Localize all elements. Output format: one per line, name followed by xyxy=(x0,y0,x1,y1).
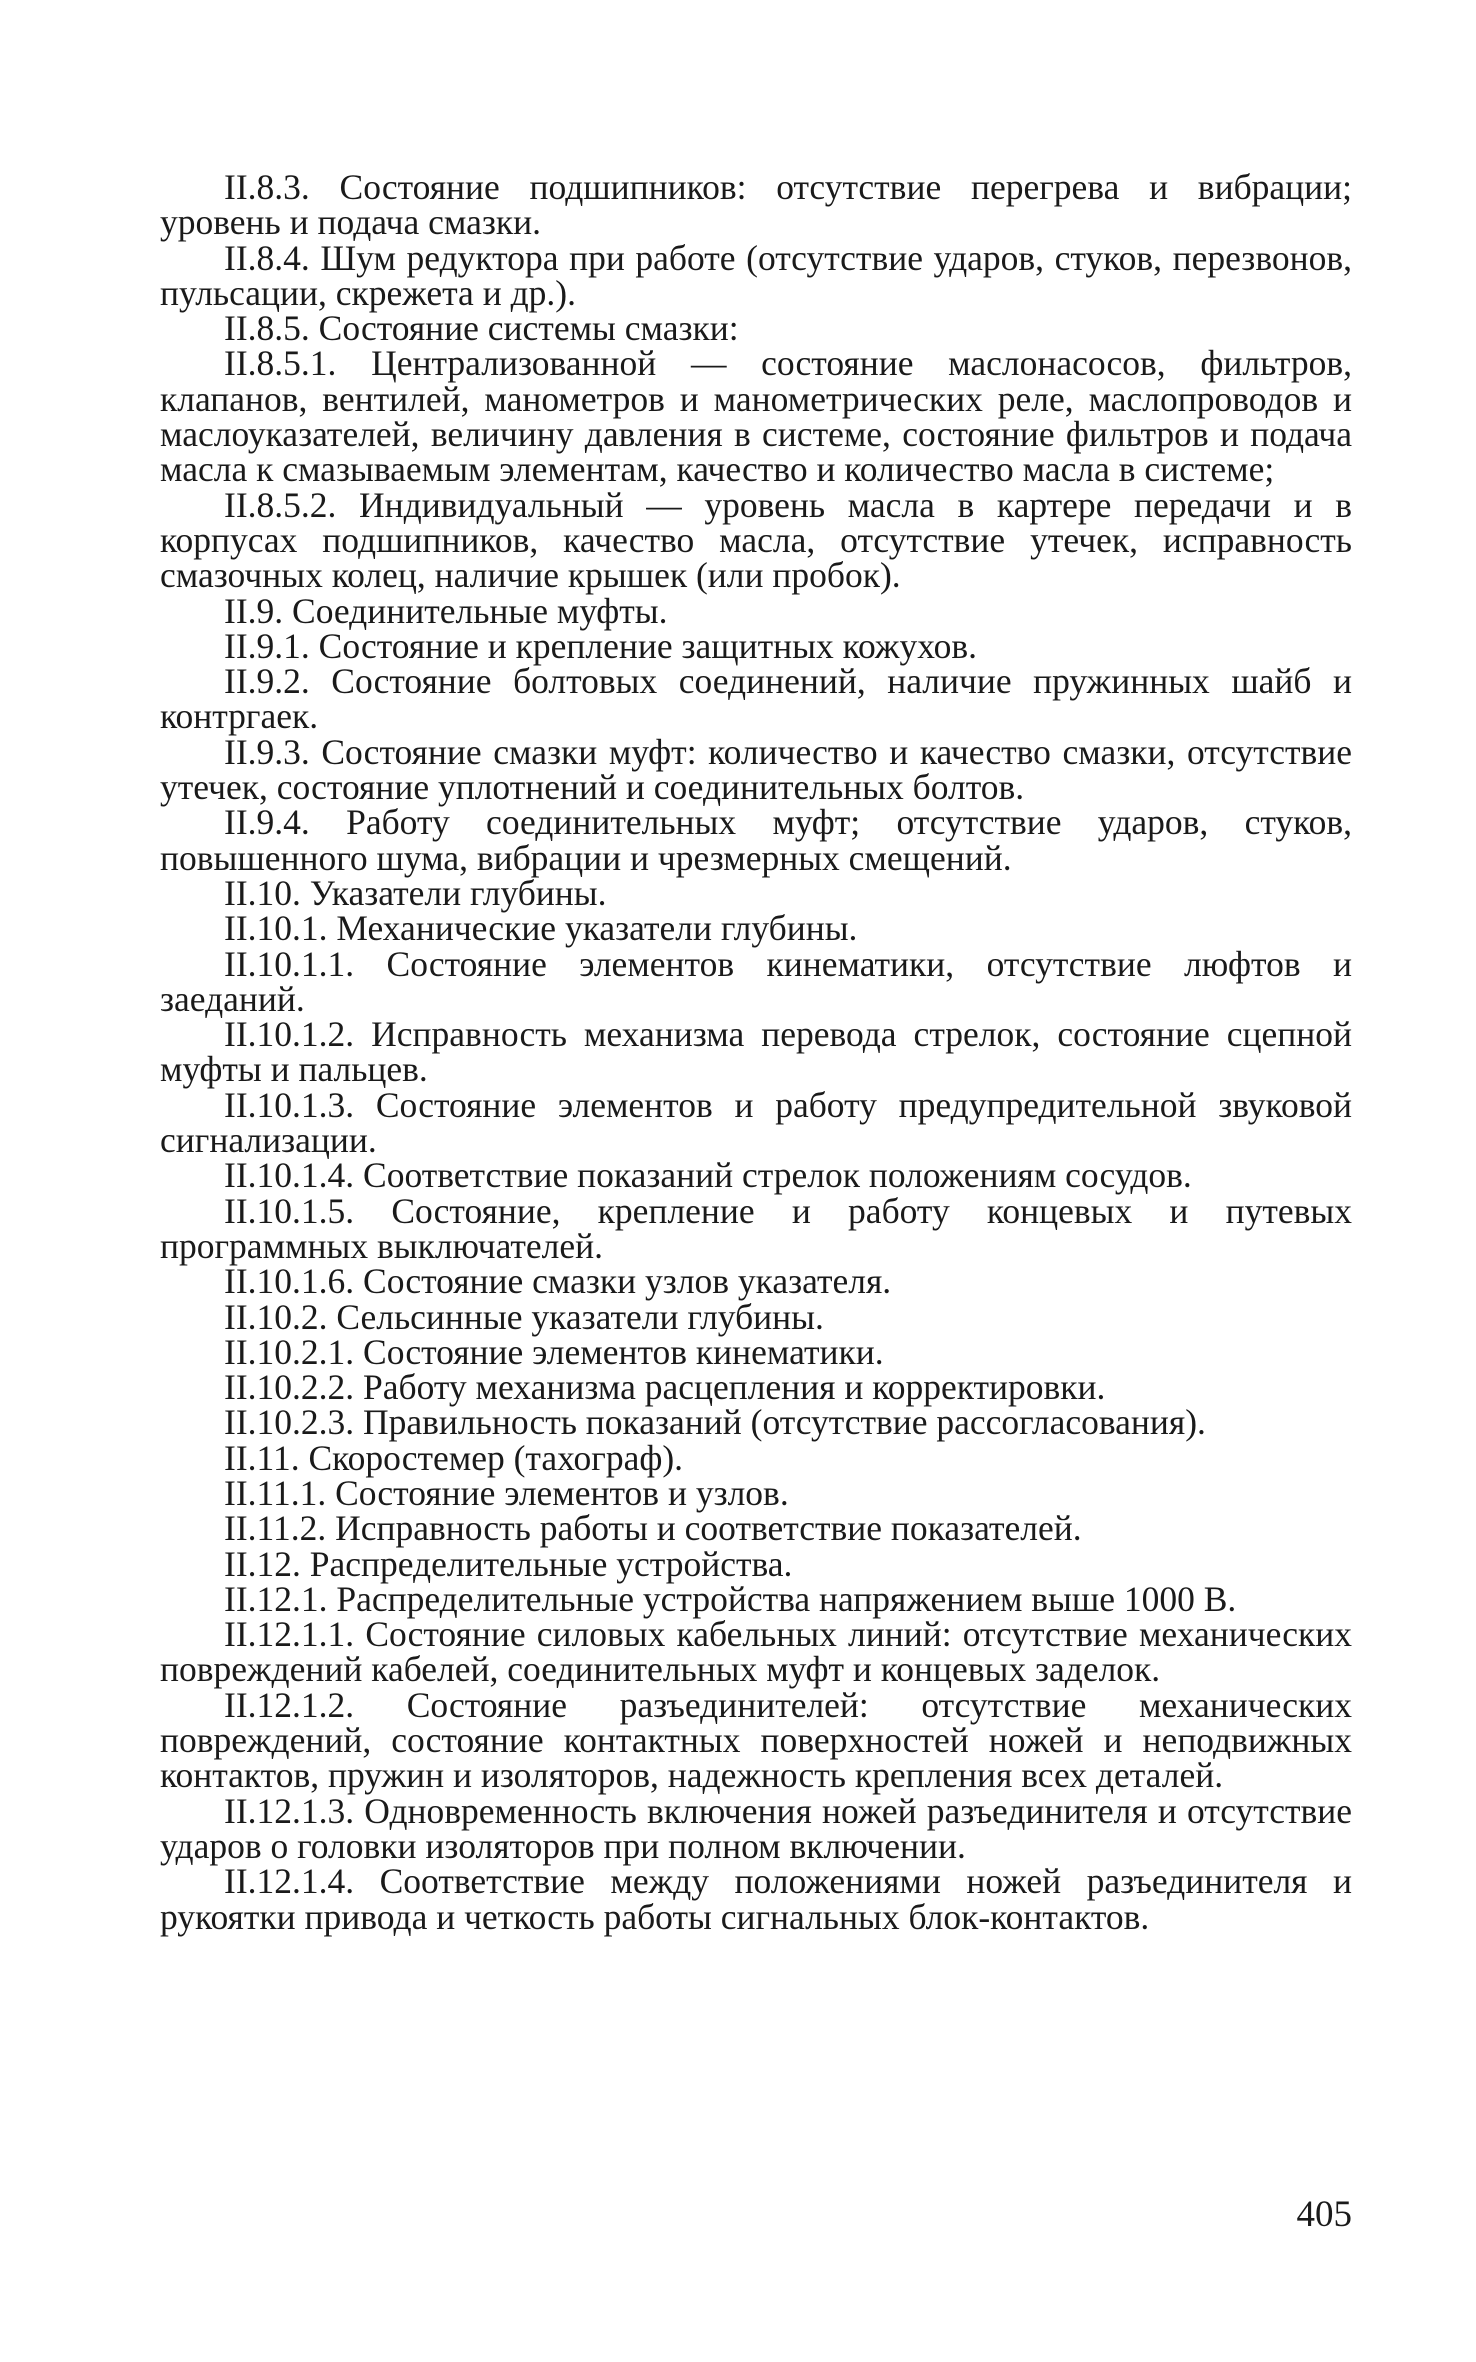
paragraph-10-2-2: II.10.2.2. Работу механизма расцепления и корректировки. xyxy=(224,1367,1106,1408)
paragraph-9-4: II.9.4. Работу соединительных муфт; отсутствие ударов, стуков, повышенного шума, вибрации и чрезмерных смещений. xyxy=(160,802,1352,878)
paragraph-9-3: II.9.3. Состояние смазки муфт: количество и качество смазки, отсутствие утечек, состояние уплотнений и соединительных болтов. xyxy=(160,731,1352,808)
paragraph-10-1-5: II.10.1.5. Состояние, крепление и работу концевых и путевых программных выключателей. xyxy=(160,1190,1352,1266)
paragraph-11-1: II.11.1. Состояние элементов и узлов. xyxy=(224,1472,789,1513)
paragraph-10-1-4: II.10.1.4. Соответствие показаний стрелок положениям сосудов. xyxy=(224,1155,1192,1196)
page-body xyxy=(160,167,1352,1937)
paragraph-12-1-3: II.12.1.3. Одновременность включения ножей разъединителя и отсутствие ударов о головки изоляторов при полном включении. xyxy=(160,1790,1352,1866)
paragraph-8-4: II.8.4. Шум редуктора при работе (отсутствие ударов, стуков, перезвонов, пульсации, скрежета и др.). xyxy=(160,237,1352,313)
paragraph-10-2-1: II.10.2.1. Состояние элементов кинематики. xyxy=(224,1331,884,1372)
paragraph-10-1-3: II.10.1.3. Состояние элементов и работу предупредительной звуковой сигнализации. xyxy=(160,1084,1352,1161)
paragraph-9-2: II.9.2. Состояние болтовых соединений, наличие пружинных шайб и контргаек. xyxy=(160,661,1352,737)
paragraph-12-1-2: II.12.1.2. Состояние разъединителей: отсутствие механических повреждений, состояние контактных поверхностей ножей и неподвижных контактов, пружин и изоляторов, надежность крепления всех деталей. xyxy=(160,1684,1352,1796)
paragraph-10-2: II.10.2. Сельсинные указатели глубины. xyxy=(224,1296,824,1337)
paragraph-12-1: II.12.1. Распределительные устройства напряжением выше 1000 В. xyxy=(224,1578,1237,1619)
paragraph-11-2: II.11.2. Исправность работы и соответствие показателей. xyxy=(224,1508,1082,1549)
paragraph-10-1: II.10.1. Механические указатели глубины. xyxy=(224,908,858,949)
paragraph-10: II.10. Указатели глубины. xyxy=(224,872,607,913)
paragraph-10-2-3: II.10.2.3. Правильность показаний (отсутствие рассогласования). xyxy=(224,1402,1206,1443)
paragraph-8-5-2: II.8.5.2. Индивидуальный — уровень масла в картере передачи и в корпусах подшипников, качество масла, отсутствие утечек, исправность смазочных колец, наличие крышек (или пробок). xyxy=(160,484,1352,596)
paragraph-8-5-1: II.8.5.1. Централизованной — состояние маслонасосов, фильтров, клапанов, вентилей, манометров и манометрических реле, маслопроводов и маслоуказателей, величину давления в системе, состояние фильтров и подача масла к смазываемым элементам, качество и количество масла в системе; xyxy=(160,343,1352,490)
paragraph-9-1: II.9.1. Состояние и крепление защитных кожухов. xyxy=(224,625,977,666)
paragraph-10-1-6: II.10.1.6. Состояние смазки узлов указателя. xyxy=(224,1261,892,1302)
paragraph-8-5: II.8.5. Состояние системы смазки: xyxy=(224,308,739,349)
paragraph-10-1-2: II.10.1.2. Исправность механизма перевода стрелок, состояние сцепной муфты и пальцев. xyxy=(160,1014,1352,1090)
paragraph-9: II.9. Соединительные муфты. xyxy=(224,590,668,631)
paragraph-11: II.11. Скоростемер (тахограф). xyxy=(224,1437,684,1478)
page-number: 405 xyxy=(1296,2194,1352,2235)
paragraph-8-3: II.8.3. Состояние подшипников: отсутствие перегрева и вибрации; уровень и подача смазки. xyxy=(160,167,1352,243)
paragraph-12: II.12. Распределительные устройства. xyxy=(224,1543,793,1584)
paragraph-10-1-1: II.10.1.1. Состояние элементов кинематики, отсутствие люфтов и заеданий. xyxy=(160,943,1352,1019)
paragraph-12-1-4: II.12.1.4. Соответствие между положениями ножей разъединителя и рукоятки привода и четкость работы сигнальных блок-контактов. xyxy=(160,1861,1352,1937)
paragraph-12-1-1: II.12.1.1. Состояние силовых кабельных линий: отсутствие механических повреждений кабелей, соединительных муфт и концевых заделок. xyxy=(160,1614,1352,1690)
